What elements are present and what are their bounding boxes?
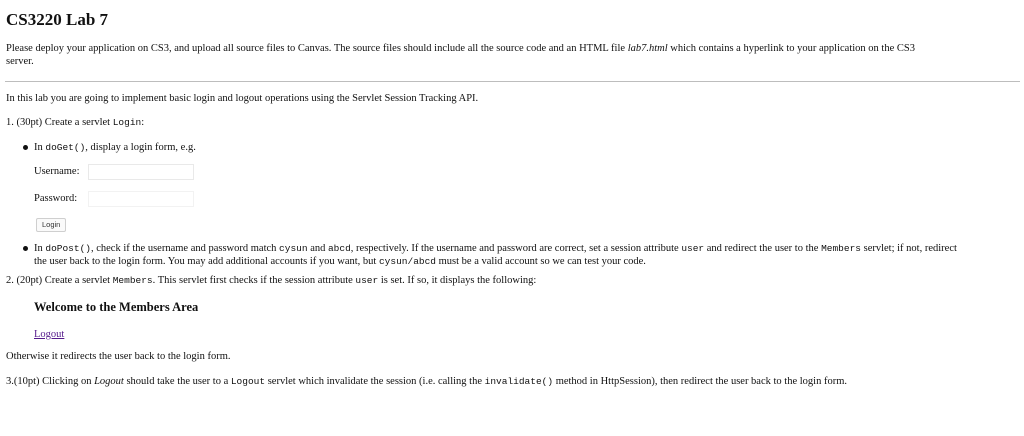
username-code: cysun	[279, 243, 308, 254]
item-text: and	[307, 243, 328, 254]
file-name: lab7.html	[627, 43, 668, 54]
otherwise-text: Otherwise it redirects the user back to the login form.	[6, 351, 231, 362]
bullet-icon	[23, 246, 28, 251]
logout-link[interactable]: Logout	[34, 329, 65, 340]
item-text-2: , display a login form, e.g.	[85, 142, 196, 153]
item-text: In	[34, 243, 46, 254]
item-text: must be a valid account so we can test your code.	[436, 256, 646, 267]
task-1-list-2	[6, 242, 1018, 268]
task-2-text: 2. (20pt) Create a servlet	[6, 275, 113, 286]
task-1-colon: :	[141, 117, 145, 128]
item-text: , check if the username and password match	[90, 243, 280, 254]
task-2-heading	[6, 274, 1018, 287]
password-input[interactable]	[88, 191, 194, 207]
item-text: , respectively. If the username and password are correct, set a session attribute	[350, 243, 682, 254]
item-text: In	[34, 142, 46, 153]
login-button[interactable]: Login	[36, 218, 66, 232]
item-text: and redirect the user to the	[704, 243, 822, 254]
list-item-dopost	[6, 242, 1018, 268]
task-2-text: is set. If so, it displays the following:	[378, 275, 537, 286]
divider	[5, 81, 1020, 82]
welcome-heading: Welcome to the Members Area	[34, 300, 199, 314]
user-attr-code: user	[681, 243, 705, 254]
logout-servlet-code: Logout	[230, 376, 266, 387]
task-1-text: 1. (30pt) Create a servlet	[6, 117, 113, 128]
intro-text-2: which contains a hyperlink to your application on the CS3	[667, 43, 915, 54]
members-servlet-code: Members	[112, 275, 153, 286]
username-label: Username:	[34, 166, 80, 177]
item-text: servlet; if not, redirect	[860, 243, 957, 254]
task-3-text: method in HttpSession), then redirect the user back to the login form.	[553, 376, 847, 387]
list-item-doget	[6, 141, 1018, 154]
username-row	[34, 163, 1018, 180]
account-code: cysun/abcd	[378, 256, 436, 267]
task-3-text: should take the user to a	[123, 376, 231, 387]
intro-text-3: server.	[6, 56, 34, 67]
page-title: CS3220 Lab 7	[6, 10, 109, 29]
members-code: Members	[821, 243, 861, 254]
lab-intro: In this lab you are going to implement basic login and logout operations using the Servlet Session Tracking API.	[6, 93, 479, 104]
task-3-text: servlet which invalidate the session (i.e. calling the	[265, 376, 485, 387]
item-text: the user back to the login form. You may add additional accounts if you want, but	[34, 256, 379, 267]
task-1-heading	[6, 116, 1018, 129]
intro-text: Please deploy your application on CS3, and upload all source files to Canvas. The source files should include all the source code and an HTML file	[6, 43, 628, 54]
invalidate-code: invalidate()	[484, 376, 554, 387]
password-label: Password:	[34, 193, 78, 204]
login-servlet-code: Login	[112, 117, 142, 128]
task-2-text: . This servlet first checks if the session attribute	[152, 275, 356, 286]
username-input[interactable]	[88, 164, 194, 180]
doget-code: doGet()	[45, 142, 86, 153]
intro-paragraph	[6, 42, 1018, 68]
task-3-text: 3.(10pt) Clicking on	[6, 376, 95, 387]
lab-document	[6, 0, 1018, 388]
bullet-icon	[23, 145, 28, 150]
task-3-paragraph	[6, 375, 1018, 388]
login-form-example	[34, 163, 1018, 232]
user-attr-code: user	[355, 275, 379, 286]
password-row	[34, 190, 1018, 207]
dopost-code: doPost()	[45, 243, 91, 254]
password-code: abcd	[327, 243, 351, 254]
task-1-list	[6, 141, 1018, 154]
logout-emphasis: Logout	[94, 376, 124, 387]
